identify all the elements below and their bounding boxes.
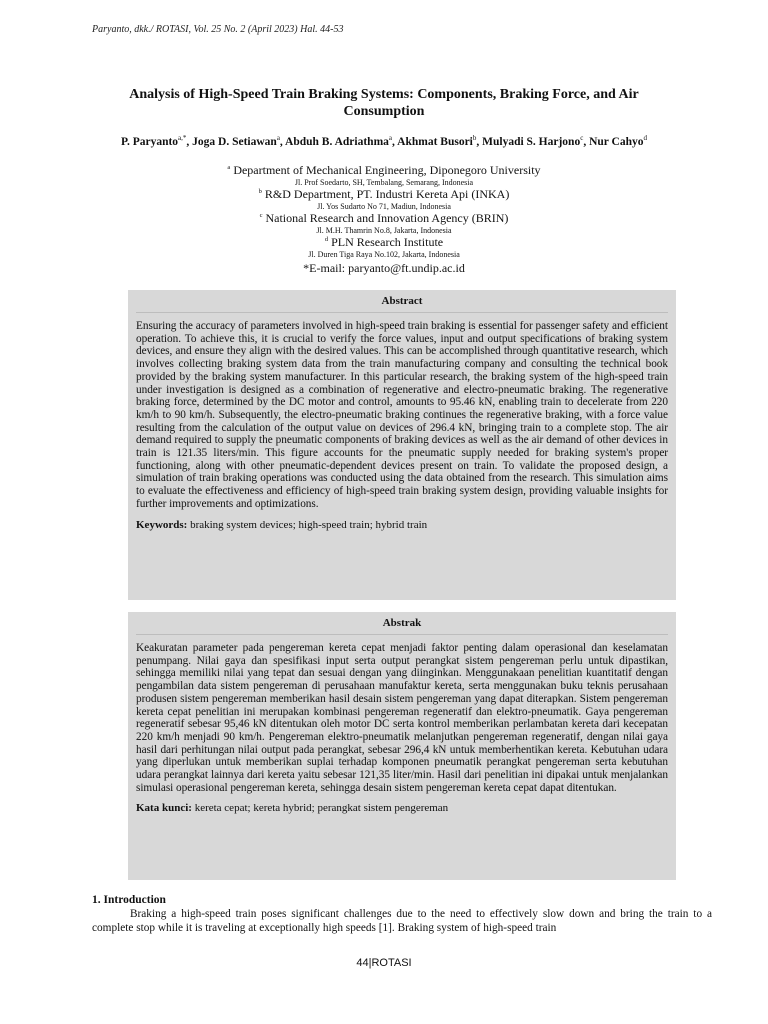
affiliation-name: $^c$ National Research and Innovation Agency (BRIN) [259, 211, 509, 225]
introduction-text: Braking a high-speed train poses significant challenges due to the need to effectively slow down and bring the train to a complete stop while it is traveling at exceptionally high speeds [1]. Braking system of high-speed train [92, 908, 712, 934]
abstract-text: Ensuring the accuracy of parameters involved in high-speed train braking is essential for passenger safety and efficient operation. To achieve this, it is crucial to verify the force values, input and output specifications of braking system devices, and ensure they align with the desired values. This can be accomplished through quantitative research, which involves collecting braking system data from the train manufacturing company and consulting the technical book provided by the braking system manufacturer. In this particular research, the braking system of the high-speed train under investigation is designed as a combination of regenerative and electro-pneumatic braking. The regenerative braking force, determined by the DC motor and control, amounts to 95.46 kN, enabling train to decelerate from 220 km/h to 90 km/h. Subsequently, the electro-pneumatic braking continues the regenerative braking, with a force value resulting from the calculation of the output value on devices of 296.4 kN, bringing train to a complete stop. The air demand required to supply the pneumatic components of braking devices as well as the air demand of other devices in train is 121.35 liters/min. This figure accounts for the pneumatic supply needed for braking system's proper functioning, along with other pneumatic-dependent devices present on train. To validate the proposed design, a simulation of train braking operations was conducted using the data obtained from the research. This simulation aims to evaluate the effectiveness and efficiency of high-speed train braking system design, providing valuable insights for further improvements and optimizations. [136, 320, 668, 510]
abstrak-text: Keakuratan parameter pada pengereman kereta cepat menjadi faktor penting dalam operasional dan keselamatan penumpang. Nilai gaya dan spesifikasi input serta output perangkat sistem pengereman perlu untuk dipastikan, sehingga memiliki nilai yang tepat dan sesuai dengan yang diinginkan. Menggunakaan penelitian kuantitatif dengan pengambilan data sistem pengereman di perusahaan manufaktur kereta, serta menggunakan buku teknis perusahaan produsen sistem pengereman memberikan hasil desain sistem pengereman yang dapat diterapkan. Sistem pengereman kereta cepat penelitian ini merupakan kombinasi pengereman regeneratif dan elektro-pneumatik. Gaya pengereman regeneratif sebesar 95,46 kN ditentukan oleh motor DC serta kontrol memberikan perlambatan kereta dari kecepatan 220 km/h menjadi 90 km/h. Pengereman elektro-pneumatik melanjutkan pengereman regeneratif, dengan nilai gaya hasil dari perhitungan nilai output pada perangkat, sebesar 296,4 kN untuk memberhentikan kereta. Kebutuhan udara yang diperlukan untuk memberikan suplai terhadap komponen pneumatik perangkat pengereman serta kebutuhan udara perangkat lainnya dari kereta yaitu sebesar 121,35 liter/min. Hasil dari penelitian ini dipakai untuk menjalankan simulasi operasional pengereman kereta, sehingga desain sistem pengereman kereta cepat dapat ditentukan. [136, 642, 668, 794]
keywords-value: braking system devices; high-speed train; hybrid train [190, 518, 428, 531]
affiliation-address: Jl. M.H. Thamrin No.8, Jakarta, Indonesia [316, 226, 452, 235]
section-heading-introduction: 1. Introduction [92, 894, 166, 906]
affiliation-name: $^d$ PLN Research Institute [324, 235, 444, 249]
kata-kunci-label: Kata kunci: [136, 802, 192, 815]
affiliation-name: $^a$ Department of Mechanical Engineering, Diponegoro University [227, 163, 541, 177]
running-head: Paryanto, dkk./ ROTASI, Vol. 25 No. 2 (April 2023) Hal. 44-53 [92, 24, 344, 35]
author: Nur Cahyo$^d$ [589, 134, 648, 148]
abstract-heading: Abstract [136, 290, 668, 313]
page-footer: 44|ROTASI [356, 957, 412, 969]
kata-kunci-value: kereta cepat; kereta hybrid; perangkat sistem pengereman [194, 802, 449, 815]
affiliation-address: Jl. Duren Tiga Raya No.102, Jakarta, Indonesia [308, 250, 460, 259]
abstract-box [128, 290, 676, 600]
abstrak-box [128, 612, 676, 880]
corresponding-email: *E-mail: paryanto@ft.undip.ac.id [303, 261, 465, 275]
affiliation-address: Jl. Prof Soedarto, SH, Tembalang, Semarang, Indonesia [294, 178, 474, 187]
paper-title: Analysis of High-Speed Train Braking Systems: Components, Braking Force, and Air Consumption [129, 87, 639, 119]
author: P. Paryanto$^{a,*}$ [120, 134, 187, 148]
abstrak-heading: Abstrak [136, 612, 668, 635]
author-list: P. Paryanto$^{a,*}$, Joga D. Setiawan$^a$, Abduh B. Adriathma$^a$, Akhmat Busori$^b$, Mulyadi S. Harjono$^c$, Nur Cahyo$^d$ [120, 134, 648, 148]
affiliation-name: $^b$ R&D Department, PT. Industri Kereta Api (INKA) [258, 187, 510, 201]
keywords-label: Keywords: [136, 518, 188, 531]
author: Joga D. Setiawan$^a$ [192, 134, 280, 148]
abstrak-keywords [136, 802, 668, 815]
affiliations [160, 164, 608, 275]
author: Mulyadi S. Harjono$^c$ [482, 134, 584, 148]
author: Abduh B. Adriathma$^a$ [285, 134, 393, 148]
abstract-keywords [136, 519, 668, 532]
affiliation-address: Jl. Yos Sudarto No 71, Madiun, Indonesia [317, 202, 451, 211]
author: Akhmat Busori$^b$ [397, 134, 477, 148]
